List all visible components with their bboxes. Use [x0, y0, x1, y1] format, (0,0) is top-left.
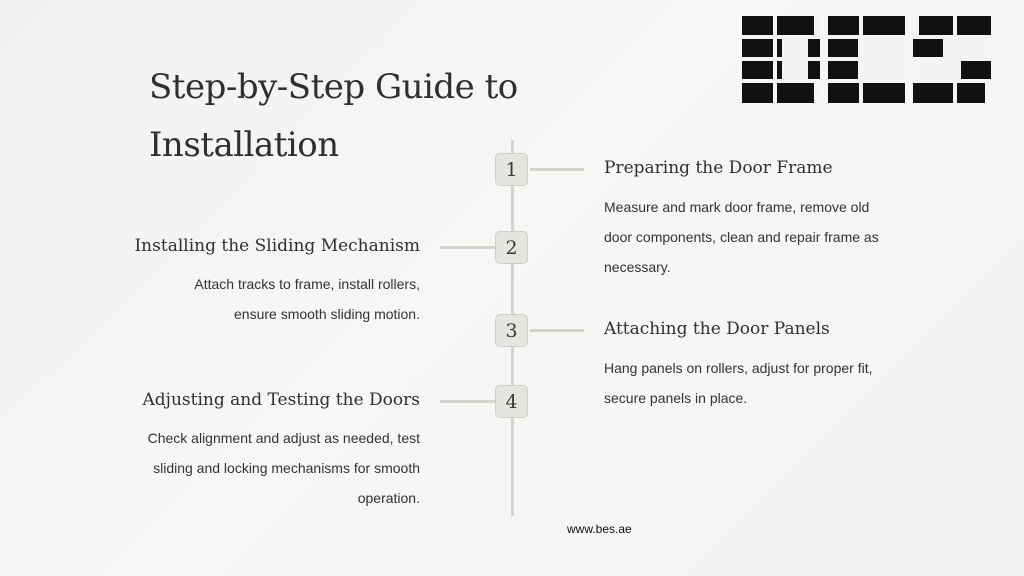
step-number-1: 1: [495, 153, 528, 186]
connector-2: [440, 246, 495, 249]
step-heading-3: Attaching the Door Panels: [604, 319, 830, 339]
step-text-2: Attach tracks to frame, install rollers, ensure smooth sliding motion.: [194, 276, 420, 322]
step-text-3: Hang panels on rollers, adjust for proper fit, secure panels in place.: [604, 360, 873, 406]
bes-logo: [742, 16, 991, 103]
connector-3: [530, 329, 584, 332]
step-text-4: Check alignment and adjust as needed, test sliding and locking mechanisms for smooth operation.: [147, 430, 420, 506]
step-number-4: 4: [495, 385, 528, 418]
step-heading-2: Installing the Sliding Mechanism: [134, 236, 420, 256]
step-heading-4: Adjusting and Testing the Doors: [142, 390, 420, 410]
step-heading-1: Preparing the Door Frame: [604, 158, 833, 178]
connector-4: [440, 400, 495, 403]
footer-url[interactable]: www.bes.ae: [567, 522, 632, 536]
connector-1: [530, 168, 584, 171]
step-number-2: 2: [495, 231, 528, 264]
step-number-3: 3: [495, 314, 528, 347]
page-title: Step-by-Step Guide to Installation: [149, 67, 518, 165]
step-text-1: Measure and mark door frame, remove old door components, clean and repair frame as necessary.: [604, 199, 879, 275]
